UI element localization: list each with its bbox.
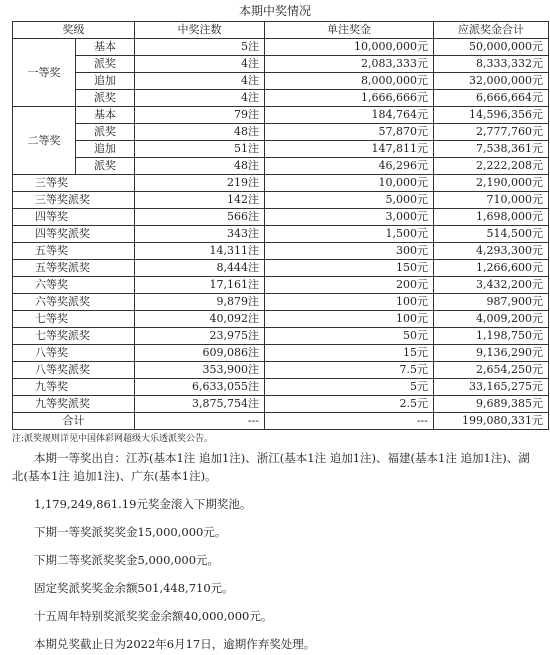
unit-prize-cell: 10,000,000元: [265, 39, 434, 56]
group-label-second: 二等奖: [13, 107, 76, 175]
table-row: [13, 243, 549, 260]
unit-prize-cell: 1,666,666元: [265, 90, 434, 107]
total-prize-cell: 32,000,000元: [434, 73, 549, 90]
unit-prize-cell: 2.5元: [265, 396, 434, 413]
header-count: 中奖注数: [135, 22, 265, 39]
total-prize-cell: 514,500元: [434, 226, 549, 243]
sub-level: 追加: [76, 141, 135, 158]
table-row: [13, 260, 549, 277]
grand-total-cell: 199,080,331元: [434, 413, 549, 430]
header-total-prize: 应派奖金合计: [434, 22, 549, 39]
total-prize-cell: 3,432,200元: [434, 277, 549, 294]
unit-prize-cell: 10,000元: [265, 175, 434, 192]
count-cell: 343注: [135, 226, 265, 243]
total-prize-cell: 9,689,385元: [434, 396, 549, 413]
anniversary-bonus-balance: 十五周年特别奖派奖奖金余额40,000,000元。: [34, 609, 273, 623]
table-row: [13, 226, 549, 243]
unit-prize-cell: 7.5元: [265, 362, 434, 379]
total-prize-cell: 4,009,200元: [434, 311, 549, 328]
level-cell: 六等奖派奖: [13, 294, 135, 311]
count-cell: 566注: [135, 209, 265, 226]
unit-prize-cell: 200元: [265, 277, 434, 294]
table-row: [13, 311, 549, 328]
count-cell: 4注: [135, 73, 265, 90]
total-prize-cell: 14,596,356元: [434, 107, 549, 124]
table-row: [13, 328, 549, 345]
total-prize-cell: 2,654,250元: [434, 362, 549, 379]
table-row: [13, 56, 549, 73]
table-row: [13, 158, 549, 175]
total-prize-cell: 1,698,000元: [434, 209, 549, 226]
level-cell: 三等奖: [13, 175, 135, 192]
claim-deadline: 本期兑奖截止日为2022年6月17日，逾期作弃奖处理。: [34, 637, 316, 651]
unit-prize-cell: 100元: [265, 311, 434, 328]
total-prize-cell: 2,222,208元: [434, 158, 549, 175]
total-unit-cell: ---: [265, 413, 434, 430]
sub-level: 派奖: [76, 90, 135, 107]
unit-prize-cell: 147,811元: [265, 141, 434, 158]
count-cell: 23,975注: [135, 328, 265, 345]
table-row: [13, 209, 549, 226]
level-cell: 九等奖: [13, 379, 135, 396]
count-cell: 4注: [135, 90, 265, 107]
total-prize-cell: 2,777,760元: [434, 124, 549, 141]
footnote: 注:派奖规则详见中国体彩网超级大乐透派奖公告。: [12, 434, 214, 444]
level-cell: 七等奖派奖: [13, 328, 135, 345]
level-cell: 八等奖派奖: [13, 362, 135, 379]
unit-prize-cell: 1,500元: [265, 226, 434, 243]
total-prize-cell: 8,333,332元: [434, 56, 549, 73]
header-unit-prize: 单注奖金: [265, 22, 434, 39]
total-prize-cell: 987,900元: [434, 294, 549, 311]
unit-prize-cell: 184,764元: [265, 107, 434, 124]
sub-level: 追加: [76, 73, 135, 90]
header-level: 奖级: [13, 22, 135, 39]
level-cell: 七等奖: [13, 311, 135, 328]
unit-prize-cell: 300元: [265, 243, 434, 260]
count-cell: 8,444注: [135, 260, 265, 277]
level-cell: 六等奖: [13, 277, 135, 294]
sub-level: 派奖: [76, 56, 135, 73]
unit-prize-cell: 46,296元: [265, 158, 434, 175]
count-cell: 40,092注: [135, 311, 265, 328]
unit-prize-cell: 150元: [265, 260, 434, 277]
table-row: [13, 141, 549, 158]
count-cell: 3,875,754注: [135, 396, 265, 413]
level-cell: 四等奖: [13, 209, 135, 226]
group-label-first: 一等奖: [13, 39, 76, 107]
unit-prize-cell: 3,000元: [265, 209, 434, 226]
count-cell: 9,879注: [135, 294, 265, 311]
table-row: [13, 277, 549, 294]
count-cell: 6,633,055注: [135, 379, 265, 396]
count-cell: 48注: [135, 124, 265, 141]
level-cell: 八等奖: [13, 345, 135, 362]
count-cell: 17,161注: [135, 277, 265, 294]
unit-prize-cell: 57,870元: [265, 124, 434, 141]
total-prize-cell: 1,198,750元: [434, 328, 549, 345]
unit-prize-cell: 5元: [265, 379, 434, 396]
count-cell: 48注: [135, 158, 265, 175]
rollover-amount: 1,179,249,861.19元奖金滚入下期奖池。: [34, 497, 252, 511]
level-cell: 九等奖派奖: [13, 396, 135, 413]
prize-table: [12, 21, 549, 430]
count-cell: 4注: [135, 56, 265, 73]
total-prize-cell: 4,293,300元: [434, 243, 549, 260]
page-title: 本期中奖情况: [238, 4, 311, 18]
unit-prize-cell: 8,000,000元: [265, 73, 434, 90]
unit-prize-cell: 2,083,333元: [265, 56, 434, 73]
level-cell: 五等奖: [13, 243, 135, 260]
sub-level: 派奖: [76, 158, 135, 175]
table-row: [13, 379, 549, 396]
total-count-cell: ---: [135, 413, 265, 430]
table-row: [13, 175, 549, 192]
total-prize-cell: 1,266,600元: [434, 260, 549, 277]
total-prize-cell: 50,000,000元: [434, 39, 549, 56]
next-second-bonus: 下期二等奖派奖奖金5,000,000元。: [34, 553, 220, 567]
count-cell: 219注: [135, 175, 265, 192]
count-cell: 609,086注: [135, 345, 265, 362]
total-prize-cell: 6,666,664元: [434, 90, 549, 107]
table-row: [13, 124, 549, 141]
count-cell: 51注: [135, 141, 265, 158]
count-cell: 5注: [135, 39, 265, 56]
sub-level: 派奖: [76, 124, 135, 141]
first-prize-origin: 本期一等奖出自：江苏(基本1注 追加1注)、浙江(基本1注 追加1注)、福建(基本1注 追加1注)、湖北(基本1注 追加1注)、广东(基本1注)。: [12, 451, 530, 483]
count-cell: 353,900注: [135, 362, 265, 379]
total-prize-cell: 710,000元: [434, 192, 549, 209]
count-cell: 142注: [135, 192, 265, 209]
unit-prize-cell: 100元: [265, 294, 434, 311]
table-row: [13, 345, 549, 362]
unit-prize-cell: 5,000元: [265, 192, 434, 209]
table-row: [13, 90, 549, 107]
table-row: [13, 294, 549, 311]
total-prize-cell: 9,136,290元: [434, 345, 549, 362]
table-row: [13, 73, 549, 90]
level-cell: 四等奖派奖: [13, 226, 135, 243]
level-cell: 五等奖派奖: [13, 260, 135, 277]
table-row: [13, 107, 549, 124]
table-row: [13, 39, 549, 56]
table-header-row: [13, 22, 549, 39]
level-cell: 三等奖派奖: [13, 192, 135, 209]
unit-prize-cell: 50元: [265, 328, 434, 345]
count-cell: 14,311注: [135, 243, 265, 260]
count-cell: 79注: [135, 107, 265, 124]
table-row: [13, 362, 549, 379]
unit-prize-cell: 15元: [265, 345, 434, 362]
fixed-bonus-balance: 固定奖派奖奖金余额501,448,710元。: [34, 581, 234, 595]
total-prize-cell: 7,538,361元: [434, 141, 549, 158]
table-row: [13, 396, 549, 413]
total-prize-cell: 33,165,275元: [434, 379, 549, 396]
sub-level: 基本: [76, 39, 135, 56]
next-first-bonus: 下期一等奖派奖奖金15,000,000元。: [34, 525, 227, 539]
total-label: 合计: [13, 413, 135, 430]
table-row: [13, 192, 549, 209]
sub-level: 基本: [76, 107, 135, 124]
total-prize-cell: 2,190,000元: [434, 175, 549, 192]
total-row: [13, 413, 549, 430]
